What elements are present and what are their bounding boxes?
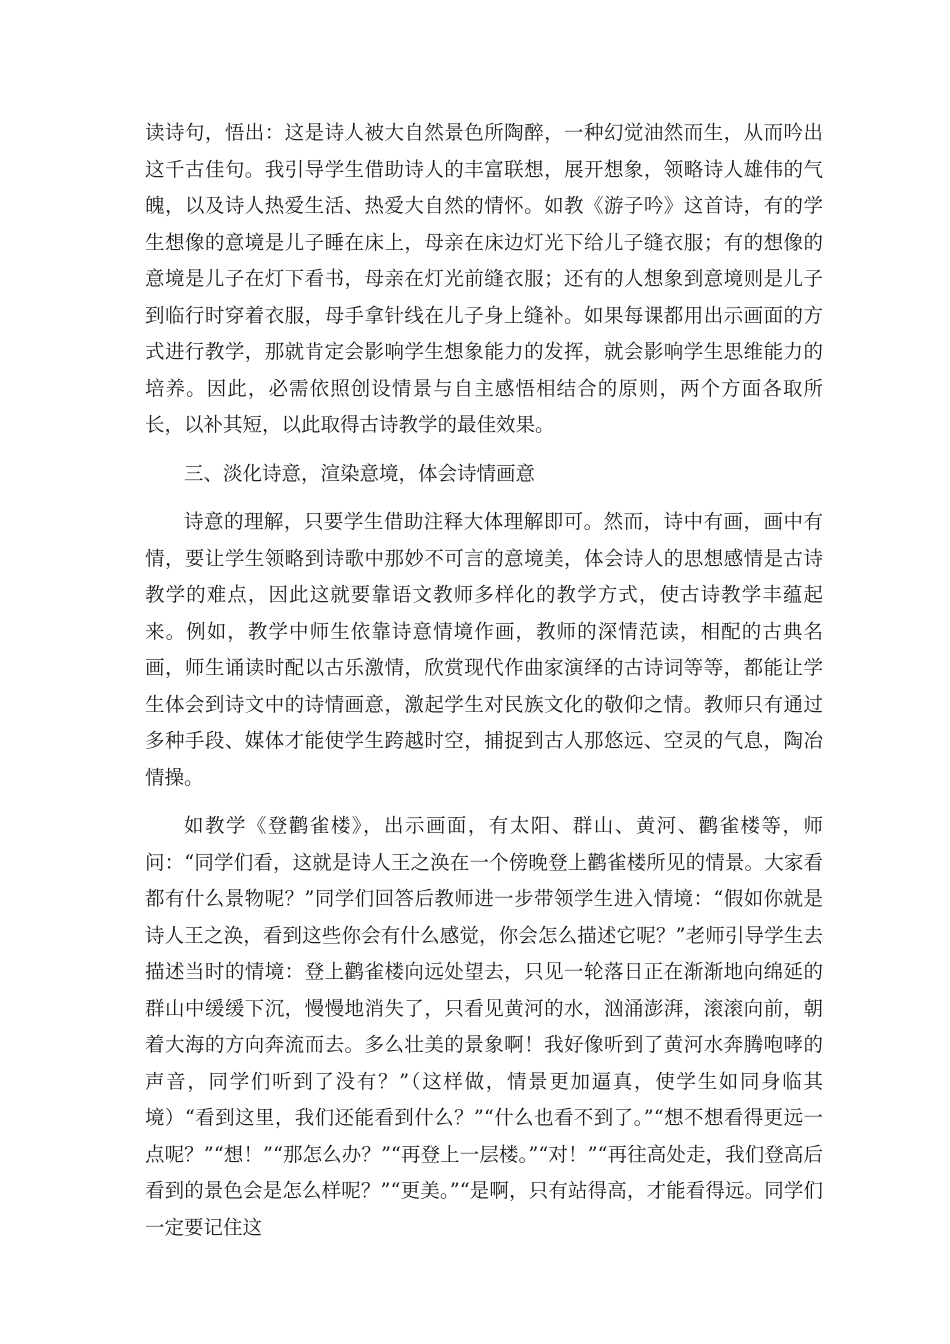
paragraph-example-lesson: 如教学《登鹳雀楼》，出示画面，有太阳、群山、黄河、鹳雀楼等，师问：“同学们看，这就是诗人王之涣在一个傍晚登上鹳雀楼所见的情景。大家看都有什么景物呢？”同学们回答后教师进一步带领学生进入情境：“假如你就是诗人王之涣，看到这些你会有什么感觉，你会怎么描述它呢？”老师引导学生去描述当时的情境：登上鹳雀楼向远处望去，只见一轮落日正在渐渐地向绵延的群山中缓缓下沉，慢慢地消失了，只看见黄河的水，汹涌澎湃，滚滚向前，朝着大海的方向奔流而去。多么壮美的景象啊！我好像听到了黄河水奔腾咆哮的声音，同学们听到了没有？”（这样做，情景更加逼真，使学生如同身临其境）“看到这里，我们还能看到什么？”“什么也看不到了。”“想不想看得更远一点呢？”“想！”“那怎么办？”“再登上一层楼。”“对！”“再往高处走，我们登高后看到的景色会是怎么样呢？”“更美。”“是啊，只有站得高，才能看得远。同学们一定要记住这 bbox=[145, 814, 823, 1239]
paragraph-continuation: 读诗句，悟出：这是诗人被大自然景色所陶醉，一种幻觉油然而生，从而吟出这千古佳句。我引导学生借助诗人的丰富联想，展开想象，领略诗人雄伟的气魄，以及诗人热爱生活、热爱大自然的情怀。如教《游子吟》这首诗，有的学生想像的意境是儿子睡在床上，母亲在床边灯光下给儿子缝衣服；有的想像的意境是儿子在灯下看书，母亲在灯光前缝衣服；还有的人想象到意境则是儿子到临行时穿着衣服，母手拿针线在儿子身上缝补。如果每课都用出示画面的方式进行教学，那就肯定会影响学生想象能力的发挥，就会影响学生思维能力的培养。因此，必需依照创设情景与自主感悟相结合的原则，两个方面各取所长，以补其短，以此取得古诗教学的最佳效果。 bbox=[145, 121, 823, 436]
document-body bbox=[145, 115, 823, 1246]
paragraph-poetic-meaning: 诗意的理解，只要学生借助注释大体理解即可。然而，诗中有画，画中有情，要让学生领略到诗歌中那妙不可言的意境美，体会诗人的思想感情是古诗教学的难点，因此这就要靠语文教师多样化的教学方式，使古诗教学丰蕴起来。例如，教学中师生依靠诗意情境作画，教师的深情范读，相配的古典名画，师生诵读时配以古乐激情，欣赏现代作曲家演绎的古诗词等等，都能让学生体会到诗文中的诗情画意，激起学生对民族文化的敬仰之情。教师只有通过多种手段、媒体才能使学生跨越时空，捕捉到古人那悠远、空灵的气息，陶冶情操。 bbox=[145, 510, 823, 789]
section-heading: 三、淡化诗意，渲染意境，体会诗情画意 bbox=[184, 461, 536, 485]
